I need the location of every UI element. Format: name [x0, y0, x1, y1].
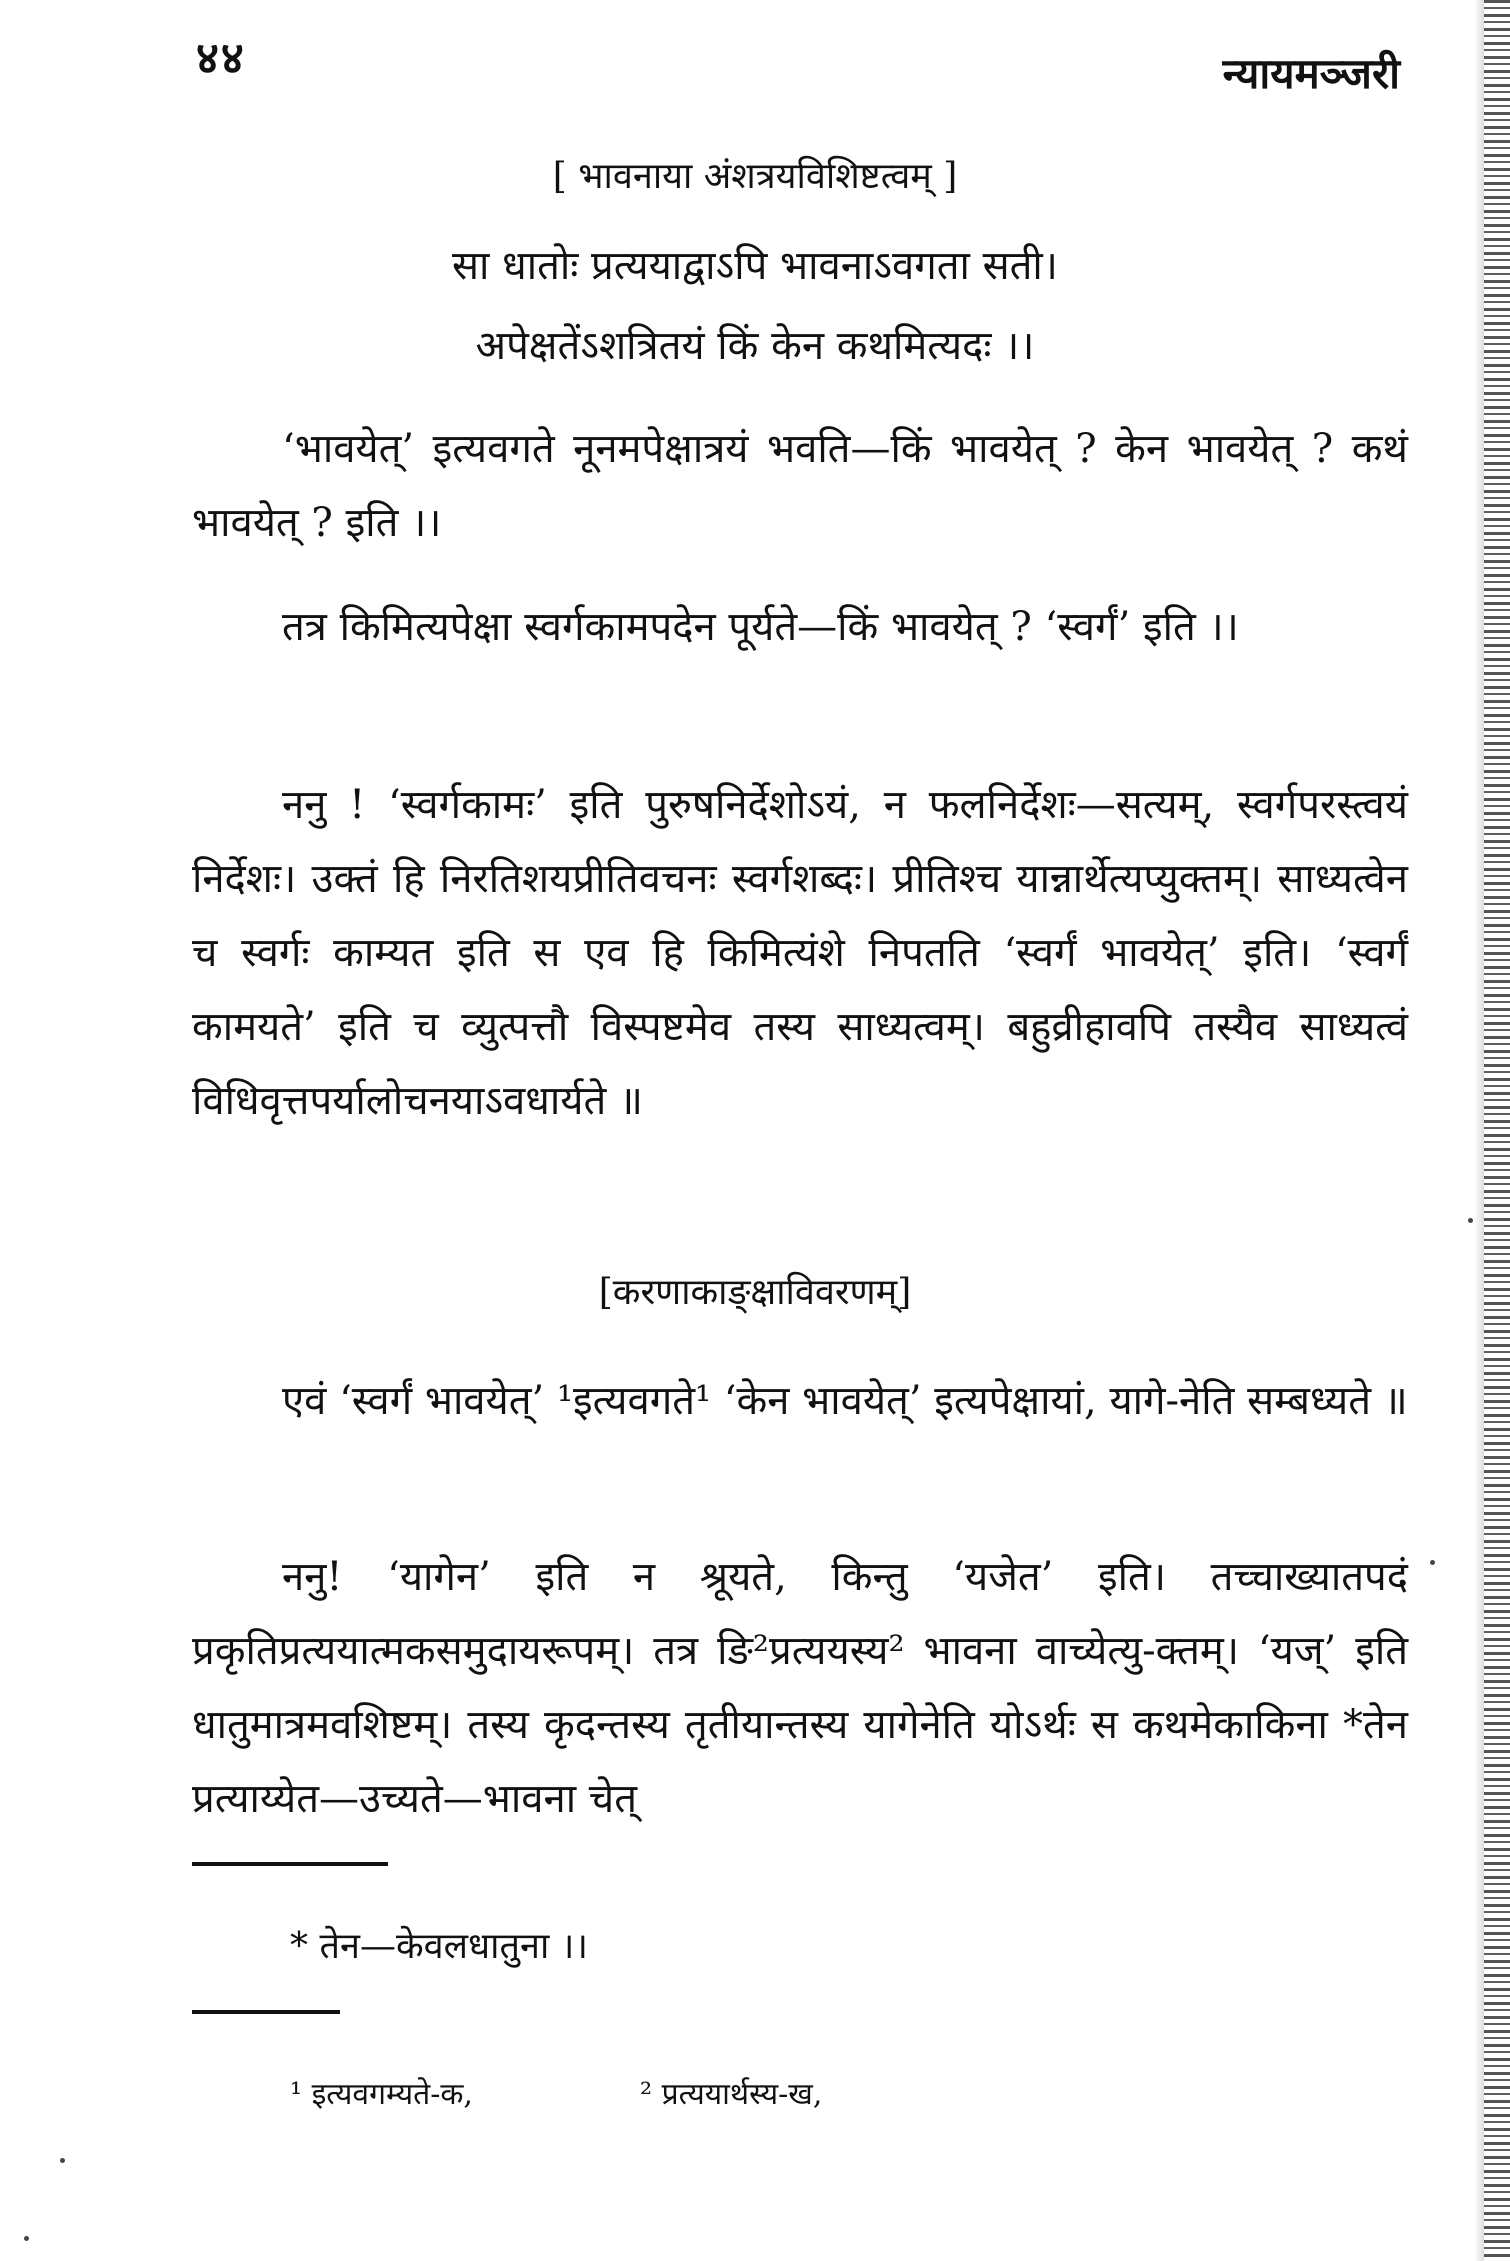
scan-speck	[1430, 1560, 1435, 1565]
scan-speck	[24, 2236, 29, 2241]
section-heading-bhavana: [ भावनाया अंशत्रयविशिष्टत्वम् ]	[552, 156, 958, 197]
footnote-rule-upper	[192, 1862, 388, 1866]
paragraph-1: ‘भावयेत्’ इत्यवगते नूनमपेक्षात्रयं भवति—किं भावयेत् ? केन भावयेत् ? कथं भावयेत् ? इति ।।	[192, 426, 1408, 546]
paragraph-3: ननु ! ‘स्वर्गकामः’ इति पुरुषनिर्देशोऽयं, न फलनिर्देशः—सत्यम्, स्वर्गपरस्त्वयं निर्देशः। उक्तं हि निरतिशयप्रीतिवचनः स्वर्गशब्दः। प्रीतिश्च यान्नार्थेत्यप्युक्तम्। साध्यत्वेन च स्वर्गः काम्यत इति स एव हि किमित्यंशे निपतति ‘स्वर्गं भावयेत्’ इति। ‘स्वर्गं कामयते’ इति च व्युत्पत्तौ विस्पष्टमेव तस्य साध्यत्वम्। बहुव्रीहावपि तस्यैव साध्यत्वं विधिवृत्तपर्यालोचनयाऽवधार्यते ॥	[192, 782, 1408, 1124]
verse-line-2: अपेक्षतेंऽशत्रितयं किं केन कथमित्यदः ।।	[475, 323, 1035, 369]
verse-block	[0, 226, 1510, 386]
scan-speck	[1468, 1218, 1473, 1223]
scan-speck	[60, 2158, 65, 2163]
footnote-rule-lower	[192, 2010, 340, 2014]
verse-line-1: सा धातोः प्रत्ययाद्वाऽपि भावनाऽवगता सती।	[452, 243, 1058, 289]
paragraph-5: ननु! ‘यागेन’ इति न श्रूयते, किन्तु ‘यजेत’ इति। तच्चाख्यातपदं प्रकृतिप्रत्ययात्मकसमुदायरूपम्। तत्र ङि²प्रत्ययस्य² भावना वाच्येत्यु-क्तम्। ‘यज्’ इति धातुमात्रमवशिष्टम्। तस्य कृदन्तस्य तृतीयान्तस्य यागेनेति योऽर्थः स कथमेकाकिना *तेन प्रत्याय्येत—उच्यते—भावना चेत्	[192, 1554, 1408, 1822]
footnote-star: * तेन—केवलधातुना ।।	[290, 1926, 589, 1967]
paragraph-4: एवं ‘स्वर्गं भावयेत्’ ¹इत्यवगते¹ ‘केन भावयेत्’ इत्यपेक्षायां, यागे-नेति सम्बध्यते ॥	[282, 1378, 1408, 1424]
running-head: न्यायमञ्जरी	[1222, 49, 1400, 98]
footnote-2: ² प्रत्ययार्थस्य-ख,	[640, 2077, 823, 2112]
paragraph-2: तत्र किमित्यपेक्षा स्वर्गकामपदेन पूर्यते—किं भावयेत् ? ‘स्वर्गं’ इति ।।	[282, 604, 1239, 650]
footnote-1: ¹ इत्यवगम्यते-क,	[290, 2077, 473, 2112]
section-heading-karana: [करणाकाङ्क्षाविवरणम्]	[598, 1272, 912, 1313]
page-number: ४४	[196, 33, 246, 84]
